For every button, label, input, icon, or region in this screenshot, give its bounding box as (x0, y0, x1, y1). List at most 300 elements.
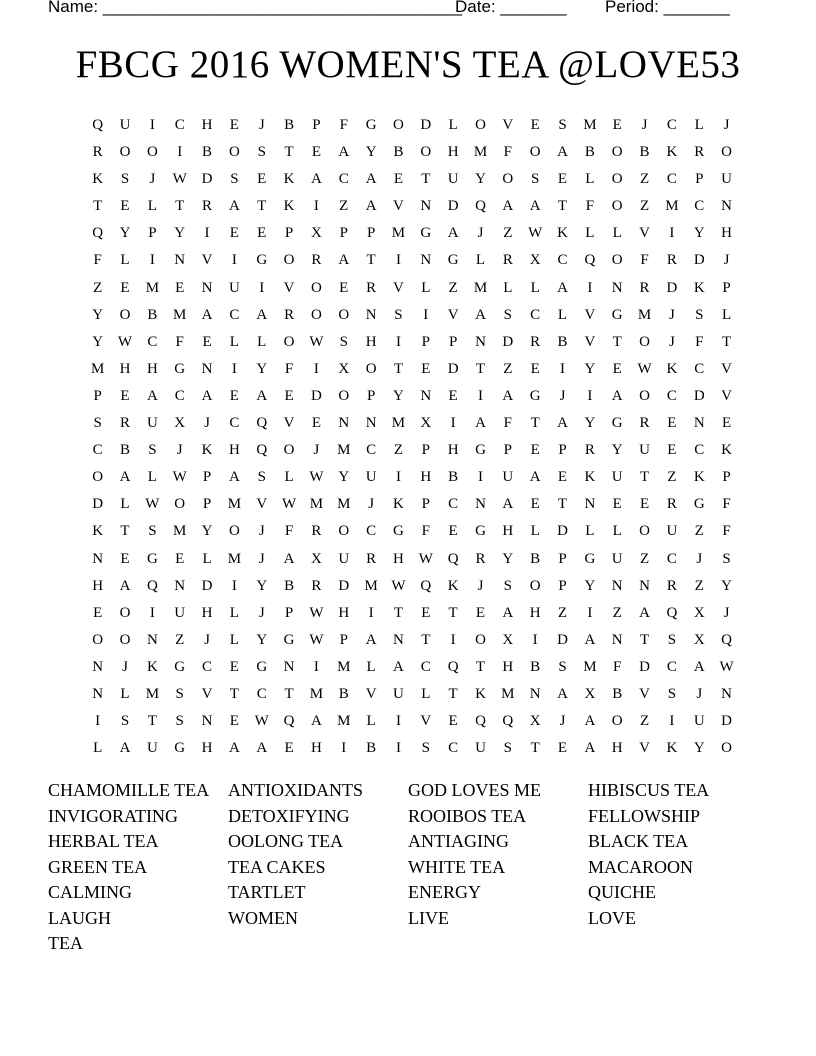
grid-letter[interactable]: D (420, 117, 432, 133)
grid-letter[interactable]: Y (338, 469, 350, 486)
grid-letter[interactable]: H (146, 360, 158, 377)
grid-letter[interactable]: M (391, 225, 406, 242)
grid-letter[interactable]: J (641, 117, 648, 133)
grid-letter[interactable]: U (611, 469, 623, 486)
grid-letter[interactable]: W (254, 713, 269, 730)
grid-letter[interactable]: D (693, 252, 705, 269)
grid-letter[interactable]: V (201, 685, 213, 702)
grid-letter[interactable]: E (612, 117, 622, 133)
grid-letter[interactable]: F (339, 117, 348, 133)
grid-letter[interactable]: E (421, 604, 431, 621)
grid-letter[interactable]: W (172, 171, 187, 188)
name-field[interactable]: Name: ______________________________________ (48, 0, 463, 16)
grid-letter[interactable]: B (120, 442, 131, 459)
grid-letter[interactable]: T (557, 198, 568, 215)
grid-letter[interactable]: H (311, 740, 322, 757)
grid-letter[interactable]: C (530, 306, 541, 323)
grid-letter[interactable]: I (423, 306, 429, 323)
grid-letter[interactable]: L (557, 306, 568, 323)
grid-letter[interactable]: Y (119, 225, 131, 242)
grid-letter[interactable]: E (557, 171, 568, 188)
grid-letter[interactable]: O (393, 117, 404, 133)
grid-letter[interactable]: N (201, 279, 213, 296)
grid-letter[interactable]: V (721, 387, 732, 404)
grid-letter[interactable]: Y (256, 631, 268, 648)
grid-letter[interactable]: L (585, 171, 595, 188)
grid-letter[interactable]: P (93, 387, 102, 404)
grid-letter[interactable]: J (149, 171, 156, 188)
grid-letter[interactable]: J (258, 604, 265, 621)
grid-letter[interactable]: K (201, 442, 213, 459)
grid-letter[interactable]: J (258, 117, 265, 133)
period-field[interactable]: Period: _______ (605, 0, 730, 16)
grid-letter[interactable]: Y (201, 523, 213, 540)
grid-letter[interactable]: K (283, 171, 295, 188)
grid-letter[interactable]: U (174, 604, 186, 621)
grid-letter[interactable]: K (666, 360, 678, 377)
grid-letter[interactable]: B (284, 117, 295, 133)
grid-letter[interactable]: M (391, 415, 406, 432)
grid-letter[interactable]: P (695, 171, 704, 188)
grid-letter[interactable]: T (284, 144, 294, 161)
grid-letter[interactable]: L (93, 740, 103, 757)
grid-letter[interactable]: A (529, 469, 541, 486)
grid-letter[interactable]: B (612, 685, 623, 702)
grid-letter[interactable]: E (612, 496, 622, 513)
grid-letter[interactable]: A (256, 387, 268, 404)
grid-letter[interactable]: Y (475, 171, 486, 188)
grid-letter[interactable]: L (421, 685, 431, 702)
grid-letter[interactable]: N (420, 387, 432, 404)
grid-letter[interactable]: U (228, 279, 240, 296)
grid-letter[interactable]: N (92, 685, 104, 702)
grid-letter[interactable]: A (447, 225, 459, 242)
grid-letter[interactable]: F (284, 523, 294, 540)
grid-letter[interactable]: R (694, 144, 705, 161)
grid-letter[interactable]: C (666, 117, 677, 133)
grid-letter[interactable]: U (447, 171, 459, 188)
grid-letter[interactable]: U (119, 117, 131, 133)
grid-letter[interactable]: L (120, 685, 130, 702)
grid-letter[interactable]: H (502, 523, 514, 540)
grid-letter[interactable]: D (447, 198, 459, 215)
grid-letter[interactable]: A (475, 415, 486, 432)
grid-letter[interactable]: E (667, 442, 677, 459)
grid-letter[interactable]: K (393, 496, 404, 513)
grid-letter[interactable]: T (448, 604, 458, 621)
grid-letter[interactable]: Q (666, 604, 678, 621)
grid-letter[interactable]: Q (502, 713, 514, 730)
grid-letter[interactable]: B (284, 577, 295, 594)
grid-letter[interactable]: F (503, 144, 512, 161)
grid-letter[interactable]: T (721, 333, 732, 350)
grid-letter[interactable]: J (668, 333, 675, 350)
grid-letter[interactable]: F (613, 658, 622, 675)
grid-letter[interactable]: T (448, 685, 458, 702)
grid-letter[interactable]: N (611, 279, 623, 296)
grid-letter[interactable]: A (311, 171, 322, 188)
grid-letter[interactable]: U (693, 713, 705, 730)
grid-letter[interactable]: T (530, 415, 540, 432)
grid-letter[interactable]: V (201, 252, 213, 269)
grid-letter[interactable]: D (557, 631, 568, 648)
grid-letter[interactable]: Y (393, 387, 404, 404)
grid-letter[interactable]: R (475, 550, 486, 567)
grid-letter[interactable]: R (639, 415, 650, 432)
grid-letter[interactable]: D (721, 713, 732, 730)
grid-letter[interactable]: O (611, 198, 623, 215)
grid-letter[interactable]: A (502, 387, 514, 404)
grid-letter[interactable]: N (721, 198, 732, 215)
grid-letter[interactable]: C (420, 658, 431, 675)
grid-letter[interactable]: Z (639, 550, 650, 567)
grid-letter[interactable]: C (338, 171, 349, 188)
grid-letter[interactable]: I (368, 604, 374, 621)
grid-letter[interactable]: T (366, 252, 376, 269)
grid-letter[interactable]: I (395, 469, 401, 486)
grid-letter[interactable]: Y (502, 550, 514, 567)
grid-letter[interactable]: N (92, 658, 104, 675)
grid-letter[interactable]: B (338, 685, 349, 702)
grid-letter[interactable]: Z (667, 469, 677, 486)
grid-letter[interactable]: I (259, 279, 265, 296)
grid-letter[interactable]: B (448, 469, 459, 486)
grid-letter[interactable]: Q (475, 713, 486, 730)
grid-letter[interactable]: C (229, 306, 240, 323)
grid-letter[interactable]: E (421, 360, 431, 377)
grid-letter[interactable]: W (719, 658, 734, 675)
grid-letter[interactable]: D (92, 496, 104, 513)
grid-letter[interactable]: E (120, 550, 130, 567)
grid-letter[interactable]: G (447, 252, 459, 269)
grid-letter[interactable]: S (257, 469, 266, 486)
grid-letter[interactable]: V (283, 415, 295, 432)
grid-letter[interactable]: Y (174, 225, 186, 242)
grid-letter[interactable]: O (283, 333, 295, 350)
grid-letter[interactable]: C (366, 442, 377, 459)
grid-letter[interactable]: L (366, 713, 376, 730)
grid-letter[interactable]: Z (694, 523, 704, 540)
grid-letter[interactable]: P (558, 577, 567, 594)
grid-letter[interactable]: C (174, 387, 185, 404)
grid-letter[interactable]: I (313, 198, 319, 215)
grid-letter[interactable]: E (639, 496, 650, 513)
grid-letter[interactable]: G (256, 252, 268, 269)
grid-letter[interactable]: A (201, 306, 213, 323)
grid-letter[interactable]: M (337, 713, 351, 730)
grid-letter[interactable]: U (338, 550, 350, 567)
grid-letter[interactable]: U (146, 415, 158, 432)
grid-letter[interactable]: E (229, 387, 239, 404)
grid-letter[interactable]: L (721, 306, 732, 323)
grid-letter[interactable]: L (612, 225, 622, 242)
grid-letter[interactable]: X (338, 360, 350, 377)
grid-letter[interactable]: J (368, 496, 375, 513)
grid-letter[interactable]: C (694, 442, 705, 459)
grid-letter[interactable]: R (311, 252, 322, 269)
grid-letter[interactable]: I (669, 225, 675, 242)
grid-letter[interactable]: N (639, 577, 650, 594)
grid-letter[interactable]: O (228, 523, 240, 540)
grid-letter[interactable]: O (146, 144, 158, 161)
grid-letter[interactable]: O (119, 306, 131, 323)
grid-letter[interactable]: E (229, 117, 239, 133)
grid-letter[interactable]: Z (175, 631, 185, 648)
grid-letter[interactable]: L (612, 523, 622, 540)
grid-letter[interactable]: O (475, 631, 486, 648)
grid-letter[interactable]: N (420, 198, 432, 215)
grid-letter[interactable]: E (257, 225, 267, 242)
grid-letter[interactable]: J (696, 550, 703, 567)
grid-letter[interactable]: Q (256, 442, 268, 459)
grid-letter[interactable]: H (92, 577, 104, 594)
grid-letter[interactable]: O (639, 387, 650, 404)
grid-letter[interactable]: F (585, 198, 595, 215)
grid-letter[interactable]: M (145, 685, 160, 702)
grid-letter[interactable]: R (639, 279, 650, 296)
grid-letter[interactable]: O (639, 523, 650, 540)
grid-letter[interactable]: U (393, 685, 404, 702)
grid-letter[interactable]: O (311, 306, 322, 323)
grid-letter[interactable]: S (558, 117, 567, 133)
grid-letter[interactable]: I (477, 469, 483, 486)
grid-letter[interactable]: Z (557, 604, 568, 621)
grid-letter[interactable]: G (611, 306, 623, 323)
grid-letter[interactable]: U (146, 740, 158, 757)
grid-letter[interactable]: P (148, 225, 157, 242)
grid-letter[interactable]: I (395, 713, 401, 730)
grid-letter[interactable]: K (557, 225, 568, 242)
grid-letter[interactable]: P (503, 442, 512, 459)
grid-letter[interactable]: O (529, 577, 541, 594)
grid-letter[interactable]: A (119, 740, 131, 757)
grid-letter[interactable]: I (395, 333, 401, 350)
grid-letter[interactable]: K (666, 144, 678, 161)
grid-letter[interactable]: L (229, 333, 239, 350)
grid-letter[interactable]: I (204, 225, 210, 242)
grid-letter[interactable]: M (473, 144, 488, 161)
grid-letter[interactable]: G (420, 225, 432, 242)
grid-letter[interactable]: X (693, 604, 705, 621)
grid-letter[interactable]: G (146, 550, 158, 567)
grid-letter[interactable]: W (418, 550, 433, 567)
grid-letter[interactable]: D (639, 658, 650, 675)
grid-letter[interactable]: W (281, 496, 297, 513)
grid-letter[interactable]: G (174, 658, 186, 675)
grid-letter[interactable]: D (693, 387, 705, 404)
grid-letter[interactable]: H (420, 469, 432, 486)
grid-letter[interactable]: M (583, 658, 597, 675)
grid-letter[interactable]: M (227, 550, 242, 567)
word-search-grid[interactable] (84, 114, 744, 764)
grid-letter[interactable]: R (311, 577, 322, 594)
grid-letter[interactable]: E (311, 144, 321, 161)
grid-letter[interactable]: I (149, 117, 155, 133)
grid-letter[interactable]: H (119, 360, 131, 377)
grid-letter[interactable]: D (557, 523, 568, 540)
grid-letter[interactable]: V (584, 333, 596, 350)
grid-letter[interactable]: W (145, 496, 160, 513)
grid-letter[interactable]: B (530, 658, 541, 675)
grid-letter[interactable]: A (502, 496, 514, 513)
grid-letter[interactable]: E (339, 279, 349, 296)
grid-letter[interactable]: B (557, 333, 568, 350)
grid-letter[interactable]: A (256, 306, 268, 323)
grid-letter[interactable]: M (501, 685, 515, 702)
grid-letter[interactable]: Z (612, 604, 622, 621)
grid-letter[interactable]: E (448, 523, 458, 540)
grid-letter[interactable]: A (584, 740, 596, 757)
grid-letter[interactable]: X (311, 550, 322, 567)
grid-letter[interactable]: H (338, 604, 350, 621)
grid-letter[interactable]: R (311, 523, 322, 540)
grid-letter[interactable]: A (311, 713, 322, 730)
grid-letter[interactable]: S (722, 550, 731, 567)
grid-letter[interactable]: A (475, 306, 486, 323)
grid-letter[interactable]: Q (447, 550, 459, 567)
grid-letter[interactable]: C (557, 252, 568, 269)
grid-letter[interactable]: K (693, 469, 705, 486)
grid-letter[interactable]: C (666, 658, 677, 675)
grid-letter[interactable]: P (202, 469, 212, 486)
grid-letter[interactable]: J (723, 604, 730, 621)
grid-letter[interactable]: A (228, 740, 240, 757)
grid-letter[interactable]: G (283, 631, 295, 648)
grid-letter[interactable]: A (365, 171, 377, 188)
grid-letter[interactable]: G (693, 496, 705, 513)
grid-letter[interactable]: N (365, 415, 377, 432)
grid-letter[interactable]: M (227, 496, 242, 513)
grid-letter[interactable]: V (256, 496, 268, 513)
grid-letter[interactable]: N (721, 685, 732, 702)
grid-letter[interactable]: A (283, 550, 295, 567)
grid-letter[interactable]: L (448, 117, 458, 133)
grid-letter[interactable]: U (365, 469, 377, 486)
grid-letter[interactable]: E (311, 415, 321, 432)
grid-letter[interactable]: M (309, 685, 324, 702)
grid-letter[interactable]: N (611, 577, 623, 594)
grid-letter[interactable]: S (531, 171, 540, 188)
grid-letter[interactable]: H (721, 225, 732, 242)
grid-letter[interactable]: I (149, 252, 155, 269)
grid-letter[interactable]: M (337, 442, 351, 459)
grid-letter[interactable]: V (283, 279, 295, 296)
grid-letter[interactable]: E (612, 360, 622, 377)
grid-letter[interactable]: Z (694, 577, 704, 594)
grid-letter[interactable]: A (584, 631, 596, 648)
grid-letter[interactable]: T (421, 631, 431, 648)
grid-letter[interactable]: E (257, 171, 267, 188)
grid-letter[interactable]: C (256, 685, 267, 702)
grid-letter[interactable]: I (587, 604, 593, 621)
grid-letter[interactable]: E (120, 279, 130, 296)
grid-letter[interactable]: A (365, 198, 377, 215)
grid-letter[interactable]: I (395, 252, 401, 269)
grid-letter[interactable]: O (502, 171, 514, 188)
grid-letter[interactable]: C (147, 333, 158, 350)
grid-letter[interactable]: E (202, 333, 212, 350)
grid-letter[interactable]: Y (365, 144, 377, 161)
grid-letter[interactable]: P (202, 496, 212, 513)
grid-letter[interactable]: C (92, 442, 103, 459)
grid-letter[interactable]: R (666, 252, 677, 269)
grid-letter[interactable]: T (120, 523, 130, 540)
grid-letter[interactable]: S (667, 685, 677, 702)
grid-letter[interactable]: W (309, 469, 324, 486)
grid-letter[interactable]: O (420, 144, 432, 161)
grid-letter[interactable]: V (420, 713, 432, 730)
grid-letter[interactable]: A (146, 387, 158, 404)
grid-letter[interactable]: B (366, 740, 377, 757)
grid-letter[interactable]: O (475, 117, 486, 133)
grid-letter[interactable]: V (393, 198, 404, 215)
grid-letter[interactable]: I (231, 252, 237, 269)
grid-letter[interactable]: G (174, 360, 186, 377)
grid-letter[interactable]: C (174, 117, 185, 133)
grid-letter[interactable]: V (584, 306, 596, 323)
grid-letter[interactable]: I (560, 360, 566, 377)
date-field[interactable]: Date: _______ (455, 0, 567, 16)
grid-letter[interactable]: H (611, 740, 623, 757)
grid-letter[interactable]: E (120, 387, 130, 404)
grid-letter[interactable]: J (204, 631, 210, 648)
grid-letter[interactable]: T (257, 198, 267, 215)
grid-letter[interactable]: B (393, 144, 404, 161)
grid-letter[interactable]: J (723, 117, 730, 133)
grid-letter[interactable]: Q (146, 577, 158, 594)
grid-letter[interactable]: W (309, 604, 324, 621)
grid-letter[interactable]: H (529, 604, 541, 621)
grid-letter[interactable]: L (284, 469, 294, 486)
grid-letter[interactable]: N (92, 550, 104, 567)
grid-letter[interactable]: Q (475, 198, 486, 215)
grid-letter[interactable]: I (669, 713, 675, 730)
grid-letter[interactable]: X (174, 415, 186, 432)
grid-letter[interactable]: C (229, 415, 240, 432)
grid-letter[interactable]: L (147, 198, 157, 215)
grid-letter[interactable]: Z (639, 198, 650, 215)
grid-letter[interactable]: Y (92, 306, 104, 323)
grid-letter[interactable]: M (583, 117, 597, 133)
grid-letter[interactable]: J (176, 442, 183, 459)
grid-letter[interactable]: O (338, 387, 350, 404)
grid-letter[interactable]: S (120, 171, 130, 188)
grid-letter[interactable]: I (313, 360, 319, 377)
grid-letter[interactable]: F (640, 252, 649, 269)
grid-letter[interactable]: Z (448, 279, 458, 296)
grid-letter[interactable]: N (174, 252, 186, 269)
grid-letter[interactable]: S (558, 658, 567, 675)
grid-letter[interactable]: I (587, 387, 593, 404)
grid-letter[interactable]: L (257, 333, 267, 350)
grid-letter[interactable]: J (313, 442, 320, 459)
grid-letter[interactable]: Q (283, 713, 295, 730)
grid-letter[interactable]: X (693, 631, 705, 648)
grid-letter[interactable]: Z (639, 171, 650, 188)
grid-letter[interactable]: Q (584, 252, 596, 269)
grid-letter[interactable]: N (365, 306, 377, 323)
grid-letter[interactable]: Q (92, 225, 104, 242)
grid-letter[interactable]: I (477, 387, 483, 404)
grid-letter[interactable]: U (639, 442, 650, 459)
grid-letter[interactable]: H (502, 658, 514, 675)
grid-letter[interactable]: H (447, 442, 459, 459)
grid-letter[interactable]: C (366, 523, 377, 540)
grid-letter[interactable]: T (93, 198, 103, 215)
grid-letter[interactable]: A (256, 740, 268, 757)
grid-letter[interactable]: G (256, 658, 268, 675)
grid-letter[interactable]: E (229, 658, 239, 675)
